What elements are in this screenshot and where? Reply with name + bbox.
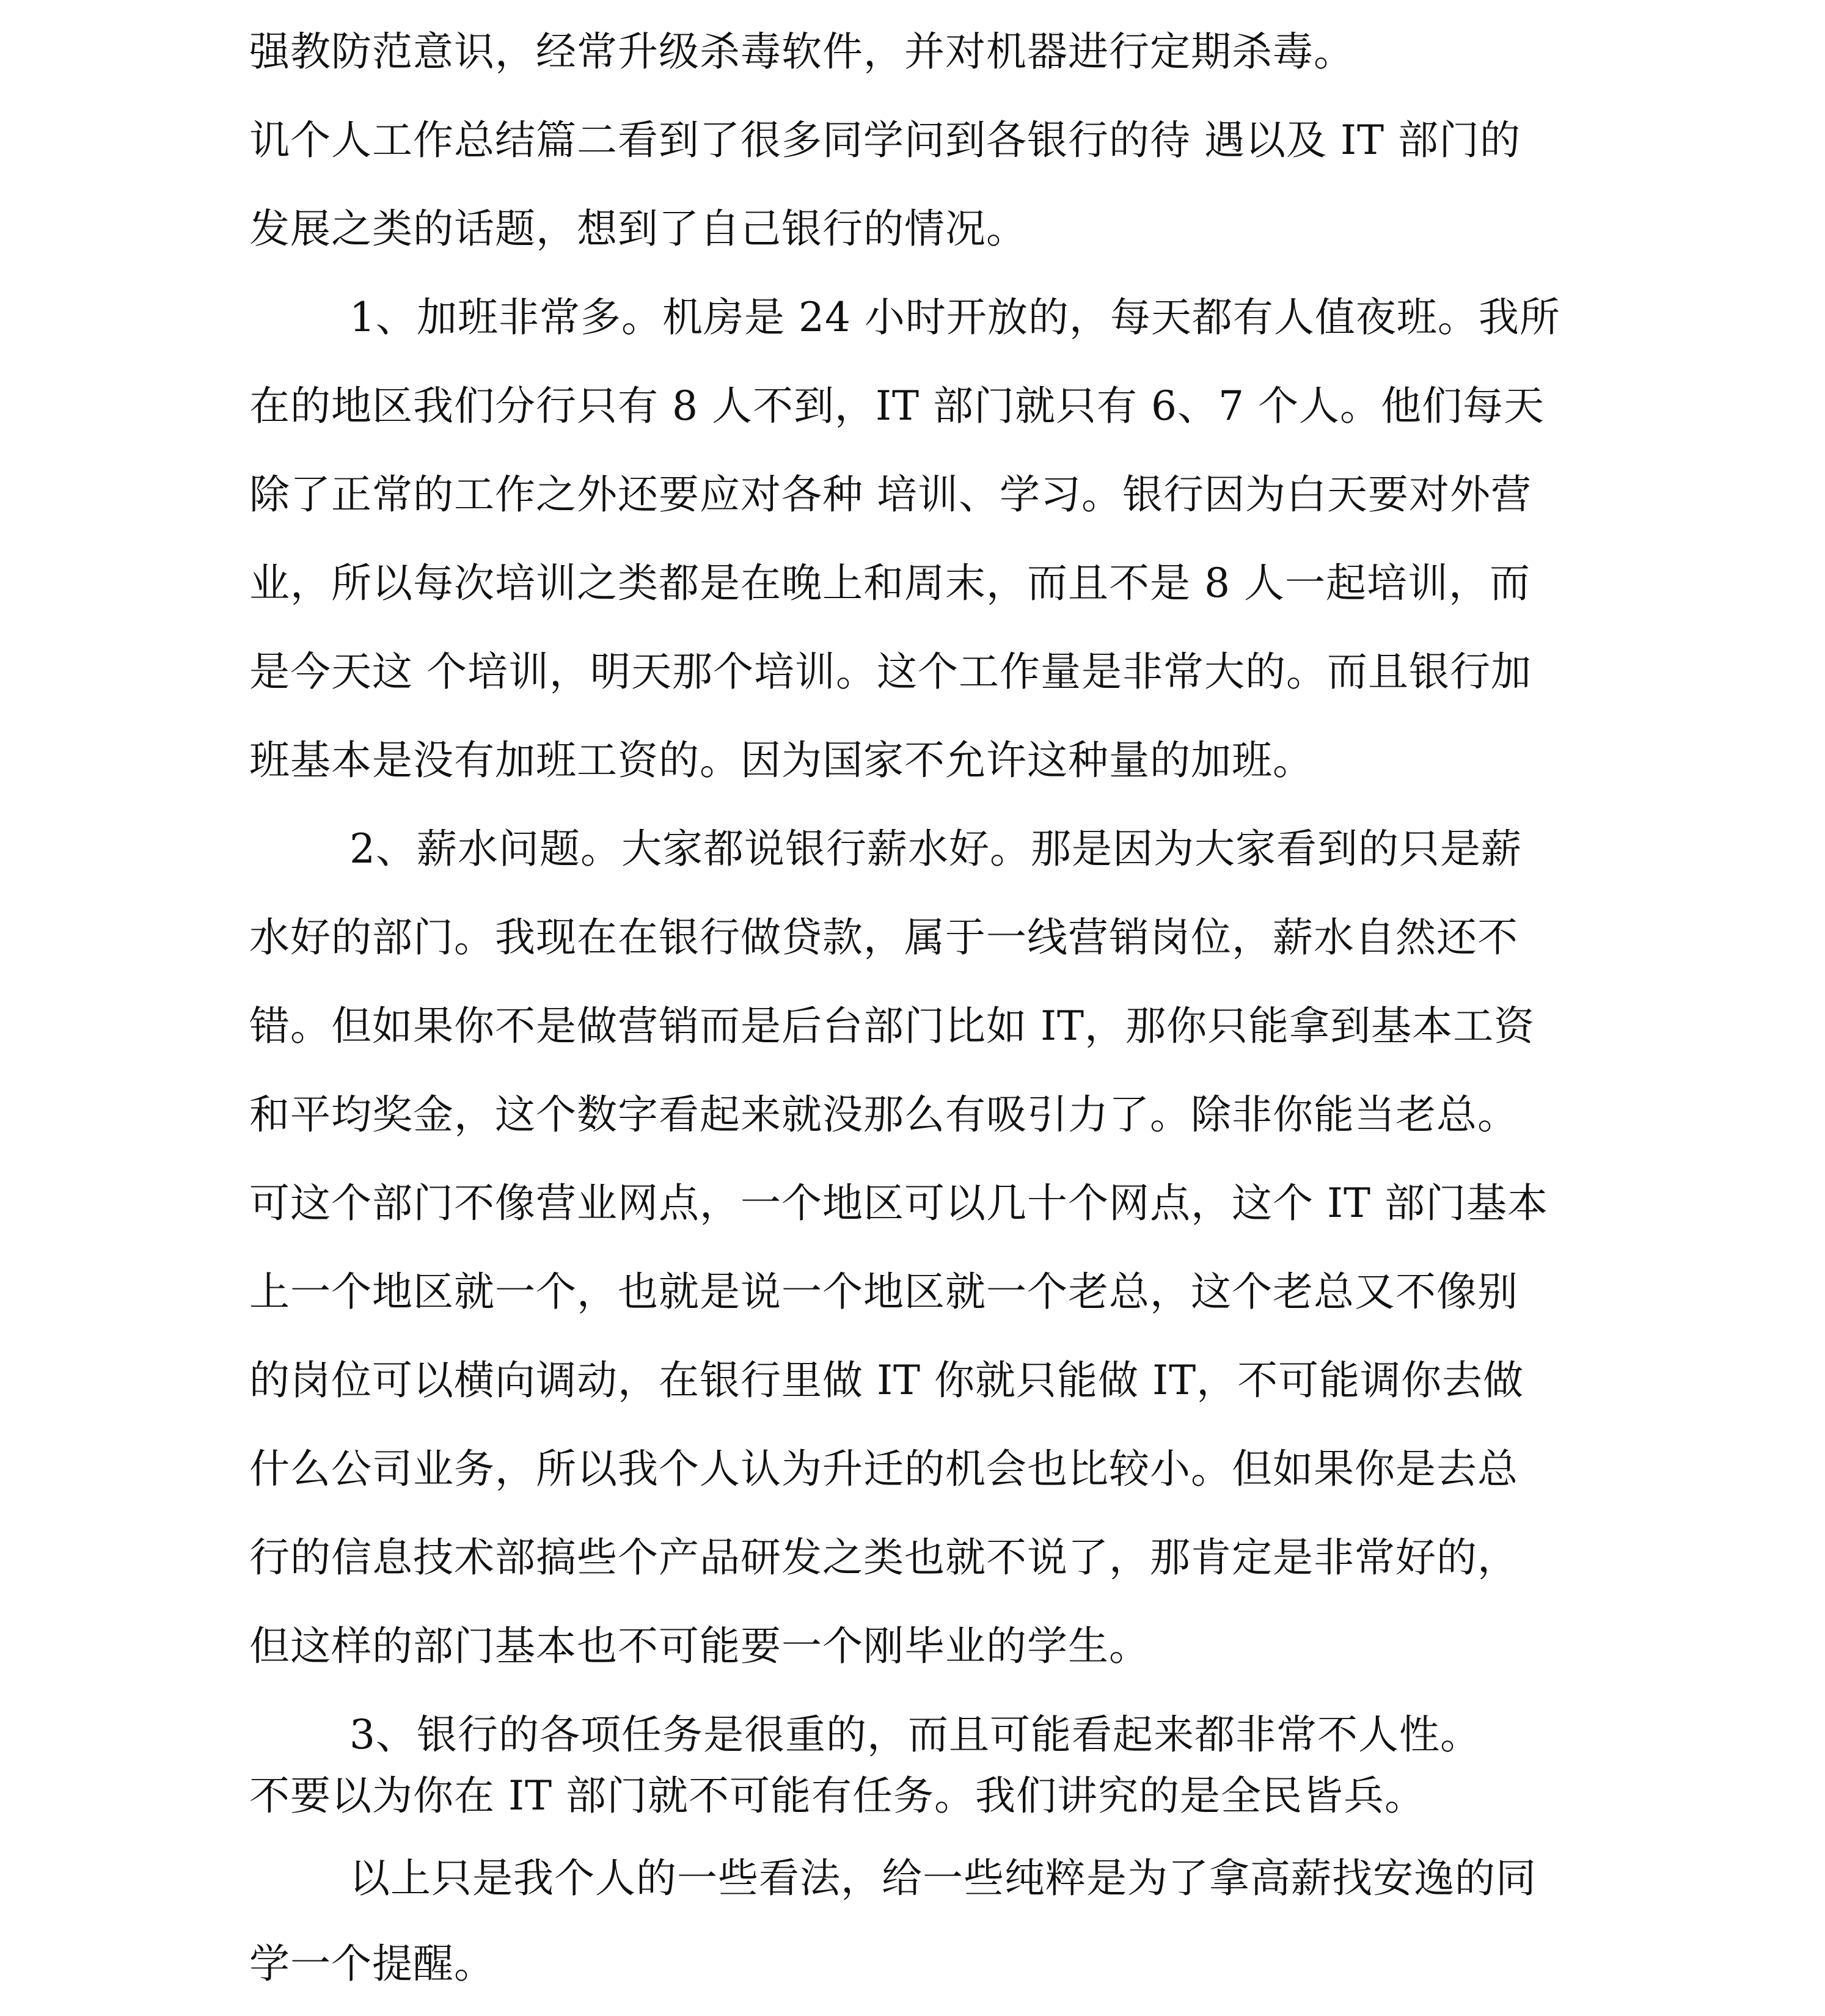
text-line-14: 可这个部门不像营业网点，一个地区可以几十个网点，这个 IT 部门基本 xyxy=(249,1180,1549,1227)
text-line-5: 在的地区我们分行只有 8 人不到，IT 部门就只有 6、7 个人。他们每天 xyxy=(249,382,1545,429)
text-line-23: 学一个提醒。 xyxy=(249,1940,495,1987)
text-line-10: 2、薪水问题。大家都说银行薪水好。那是因为大家看到的只是薪 xyxy=(349,825,1522,872)
text-line-11: 水好的部门。我现在在银行做贷款，属于一线营销岗位，薪水自然还不 xyxy=(249,914,1518,961)
text-line-2: 讥个人工作总结篇二看到了很多同学问到各银行的待 遇以及 IT 部门的 xyxy=(249,117,1521,164)
text-line-1: 强教防范意识，经常升级杀毒软件，并对机器进行定期杀毒。 xyxy=(249,28,1355,75)
text-line-13: 和平均奖金，这个数字看起来就没那么有吸引力了。除非你能当老总。 xyxy=(249,1091,1518,1138)
text-line-16: 的岗位可以横向调动，在银行里做 IT 你就只能做 IT，不可能调你去做 xyxy=(249,1357,1524,1404)
text-line-12: 错。但如果你不是做营销而是后台部门比如 IT，那你只能拿到基本工资 xyxy=(249,1003,1535,1050)
text-line-4: 1、加班非常多。机房是 24 小时开放的，每天都有人值夜班。我所 xyxy=(349,294,1560,341)
text-line-19: 但这样的部门基本也不可能要一个刚毕业的学生。 xyxy=(249,1623,1150,1670)
text-line-22: 以上只是我个人的一些看法，给一些纯粹是为了拿高薪找安逸的同 xyxy=(349,1855,1537,1902)
text-line-6: 除了正常的工作之外还要应对各种 培训、学习。银行因为白天要对外营 xyxy=(249,471,1532,518)
text-line-17: 什么公司业务，所以我个人认为升迁的机会也比较小。但如果你是去总 xyxy=(249,1445,1518,1492)
text-line-18: 行的信息技术部搞些个产品研发之类也就不说了，那肯定是非常好的， xyxy=(249,1534,1518,1581)
text-line-9: 班基本是没有加班工资的。因为国家不允许这种量的加班。 xyxy=(249,737,1314,784)
text-line-7: 业，所以每次培训之类都是在晚上和周末，而且不是 8 人一起培训，而 xyxy=(249,560,1531,607)
text-line-8: 是今天这 个培训，明天那个培训。这个工作量是非常大的。而且银行加 xyxy=(249,648,1532,695)
text-line-3: 发展之类的话题，想到了自己银行的情况。 xyxy=(249,205,1027,252)
text-line-20: 3、银行的各项任务是很重的，而且可能看起来都非常不人性。 xyxy=(349,1711,1481,1758)
text-line-21: 不要以为你在 IT 部门就不可能有任务。我们讲究的是全民皆兵。 xyxy=(249,1772,1426,1819)
text-line-15: 上一个地区就一个，也就是说一个地区就一个老总，这个老总又不像别 xyxy=(249,1268,1518,1315)
